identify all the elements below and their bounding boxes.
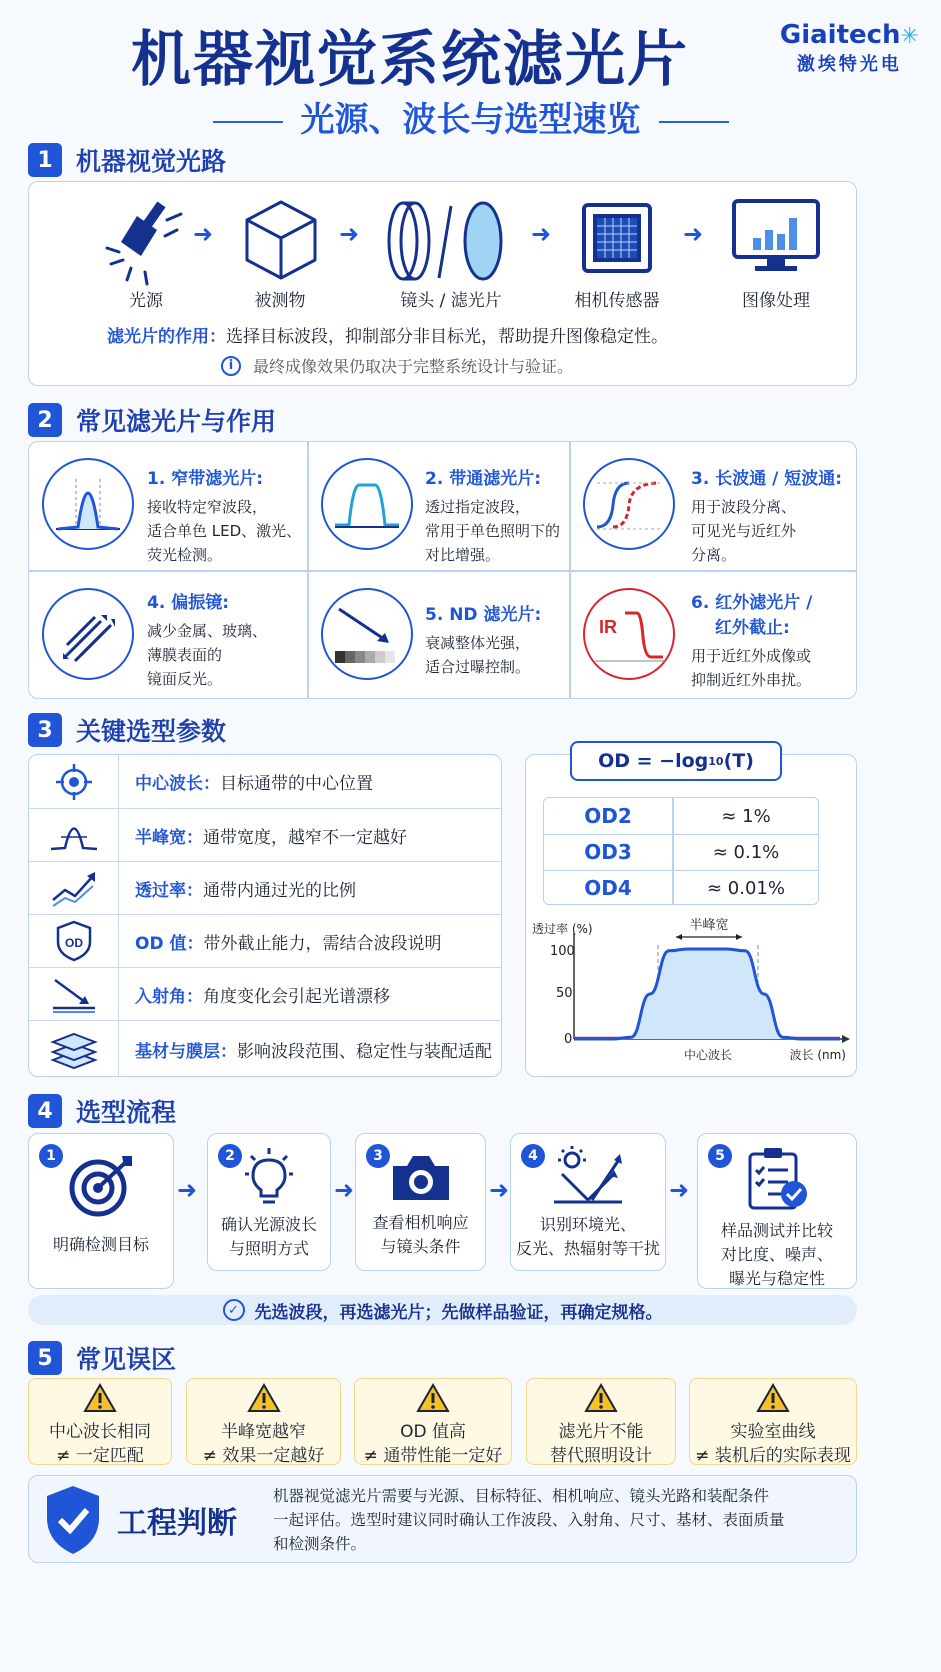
section-5-heading: 5 常见误区: [28, 1340, 176, 1376]
narrowband-curve-icon: [42, 458, 134, 550]
footer-text: 机器视觉滤光片需要与光源、目标特征、相机响应、镜头光路和装配条件 一起评估。选型时建议同时确认工作波段、入射角、尺寸、基材、表面质量 和检测条件。: [273, 1487, 785, 1553]
camera-sensor-icon: [581, 202, 653, 274]
transmission-fill: [574, 949, 840, 1039]
od-formula: OD = −log 10 (T): [570, 741, 782, 781]
od-icon-text: OD: [64, 936, 83, 950]
check-circle-icon: ✓: [223, 1299, 245, 1321]
od-value: ≈ 0.1%: [712, 841, 780, 863]
node-camera-sensor: 相机传感器: [574, 291, 660, 311]
pitfall-item: 实验室曲线 ≠ 装机后的实际表现: [689, 1378, 857, 1465]
arrow-right-icon: ➜: [339, 220, 360, 248]
pitfall-item: 滤光片不能 替代照明设计: [526, 1378, 676, 1465]
pitfall-item: 半峰宽越窄 ≠ 效果一定越好: [186, 1378, 341, 1465]
logo-cn: 激埃特光电: [796, 54, 902, 75]
arrow-right-icon: ➜: [489, 1176, 510, 1204]
od-key: OD2: [584, 804, 632, 828]
section-1-heading: 1 机器视觉光路: [28, 142, 226, 178]
param-row: 中心波长：目标通带的中心位置: [29, 755, 501, 808]
pitfall-item: OD 值高 ≠ 通带性能一定好: [354, 1378, 512, 1465]
trend-up-icon: [29, 862, 119, 914]
filter-item-2: 2. 带通滤光片: 透过指定波段， 常用于单色照明下的 对比增强。: [425, 469, 561, 564]
transmission-chart: [530, 915, 854, 1073]
y-tick: 0: [564, 1032, 573, 1047]
logo-star-icon: ✳: [900, 24, 919, 49]
logo-text: Giaitech: [779, 20, 901, 50]
arrow-right-icon: ➜: [669, 1176, 690, 1204]
warning-icon: [527, 1383, 675, 1420]
page-subtitle: 光源、波长与选型速览: [0, 92, 941, 141]
crosshair-icon: [29, 755, 119, 808]
optical-path-panel: [28, 181, 857, 386]
monitor-icon: [731, 198, 821, 274]
longpass-shortpass-curve-icon: [583, 458, 675, 550]
od-key: OD4: [584, 876, 632, 900]
footer-title: 工程判断: [117, 1506, 237, 1541]
process-step-1: 1 明确检测目标: [28, 1133, 174, 1289]
lens-filter-icon: [385, 196, 515, 286]
filter-item-6: 6. 红外滤光片 / 红外截止: 用于近红外成像或 抑制近红外串扰。: [691, 593, 813, 689]
node-lens-filter: 镜头 / 滤光片: [400, 291, 502, 311]
brand-logo: [780, 20, 919, 76]
node-light-source: 光源: [129, 291, 163, 311]
filter-types-panel: [28, 441, 857, 699]
warning-icon: [690, 1383, 856, 1420]
filter-item-4: 4. 偏振镜: 减少金属、玻璃、 薄膜表面的 镜面反光。: [147, 593, 268, 688]
process-step-4: 4 识别环境光、 反光、热辐射等干扰: [510, 1133, 666, 1271]
od-shield-icon: [29, 915, 119, 967]
ir-label: IR: [599, 617, 617, 637]
arrow-right-icon: ➜: [683, 220, 704, 248]
y-tick: 50: [556, 986, 573, 1001]
shield-check-icon: [43, 1484, 103, 1560]
node-object: 被测物: [254, 291, 306, 311]
warning-icon: [355, 1383, 511, 1420]
warning-icon: [29, 1383, 171, 1420]
process-step-3: 3 查看相机响应 与镜头条件: [355, 1133, 486, 1271]
node-image-processing: 图像处理: [742, 291, 810, 311]
process-tip: ✓ 先选波段，再选滤光片；先做样品验证，再确定规格。: [28, 1295, 857, 1325]
arrow-right-icon: ➜: [334, 1176, 355, 1204]
cube-icon: [243, 198, 319, 282]
arrow-right-icon: ➜: [193, 220, 214, 248]
section-2-heading: 2 常见滤光片与作用: [28, 402, 276, 438]
process-step-2: 2 确认光源波长 与照明方式: [207, 1133, 331, 1271]
filter-item-5: 5. ND 滤光片: 衰减整体光强， 适合过曝控制。: [425, 605, 542, 676]
ir-cut-curve-icon: [583, 588, 675, 680]
section-4-heading: 4 选型流程: [28, 1093, 176, 1129]
od-value: ≈ 0.01%: [707, 877, 785, 899]
fwhm-peak-icon: [29, 809, 119, 861]
arrow-right-icon: ➜: [531, 220, 552, 248]
x-axis-label: 波长 (nm): [789, 1048, 846, 1062]
pitfall-item: 中心波长相同 ≠ 一定匹配: [28, 1378, 172, 1465]
param-row: OD OD 值：带外截止能力，需结合波段说明: [29, 914, 501, 967]
param-row: 入射角：角度变化会引起光谱漂移: [29, 967, 501, 1020]
od-chart-panel: [525, 750, 857, 1077]
info-icon: i: [221, 356, 241, 376]
fwhm-label: 半峰宽: [689, 918, 729, 933]
filter-item-3: 3. 长波通 / 短波通: 用于波段分离、 可见光与近红外 分离。: [691, 469, 843, 564]
system-note: i 最终成像效果仍取决于完整系统设计与验证。: [221, 354, 573, 377]
params-table: [28, 754, 502, 1077]
param-row: 半峰宽：通带宽度，越窄不一定越好: [29, 808, 501, 861]
light-source-icon: [97, 196, 197, 288]
od-table: [543, 797, 819, 905]
nd-attenuation-icon: [321, 588, 413, 680]
incident-angle-icon: [29, 968, 119, 1020]
od-key: OD3: [584, 840, 632, 864]
filter-item-1: 1. 窄带滤光片: 接收特定窄波段， 适合单色 LED、激光、 荧光检测。: [147, 469, 302, 564]
filter-role: 滤光片的作用：选择目标波段，抑制部分非目标光，帮助提升图像稳定性。: [107, 327, 668, 347]
param-row: 基材与膜层：影响波段范围、稳定性与装配适配: [29, 1020, 501, 1077]
polarizer-arrows-icon: [42, 588, 134, 680]
y-tick: 100: [550, 944, 575, 959]
param-row: 透过率：通带内通过光的比例: [29, 861, 501, 914]
arrow-right-icon: ➜: [177, 1176, 198, 1204]
od-value: ≈ 1%: [721, 805, 771, 827]
bandpass-curve-icon: [321, 458, 413, 550]
engineering-judgement-panel: [28, 1475, 857, 1563]
warning-icon: [187, 1383, 340, 1420]
y-axis-label: 透过率 (%): [532, 922, 593, 936]
layers-icon: [29, 1021, 119, 1077]
center-wavelength-label: 中心波长: [683, 1048, 733, 1062]
page-title: 机器视觉系统滤光片: [131, 25, 689, 95]
process-step-5: 5 样品测试并比较 对比度、噪声、 曝光与稳定性: [697, 1133, 857, 1289]
section-3-heading: 3 关键选型参数: [28, 712, 226, 748]
